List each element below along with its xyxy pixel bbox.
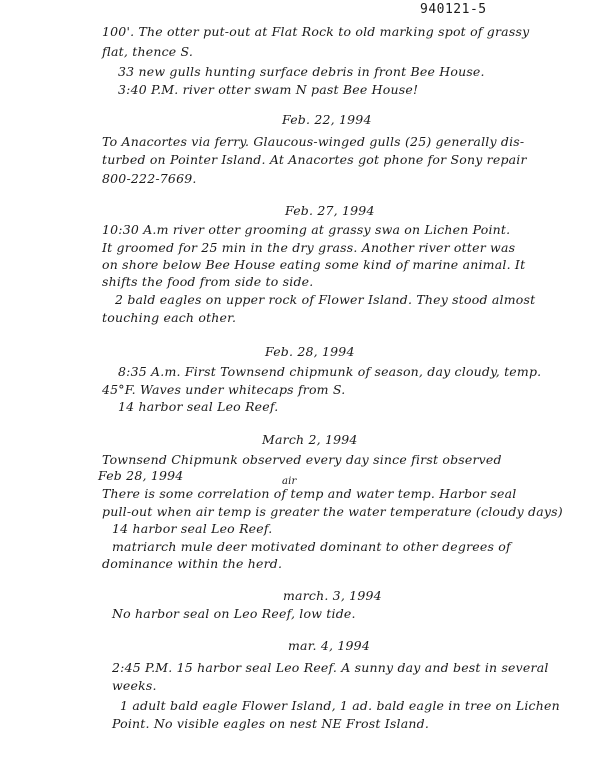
- note-line: 3:40 P.M. river otter swam N past Bee House!: [118, 82, 419, 97]
- note-line: dominance within the herd.: [102, 556, 283, 571]
- note-line: 10:30 A.m river otter grooming at grassy swa on Lichen Point.: [102, 222, 511, 237]
- note-line: It groomed for 25 min in the dry grass. Another river otter was: [102, 240, 516, 255]
- insertion-note: air: [282, 476, 297, 487]
- entry-date: Feb. 27, 1994: [285, 203, 375, 218]
- note-line: 2:45 P.M. 15 harbor seal Leo Reef. A sunny day and best in several: [112, 660, 549, 675]
- entry-date: march. 3, 1994: [283, 588, 382, 603]
- note-line: There is some correlation of temp and water temp. Harbor seal: [102, 486, 517, 501]
- note-line: Feb 28, 1994: [98, 468, 184, 483]
- note-line: flat, thence S.: [102, 44, 194, 59]
- note-line: 8:35 A.m. First Townsend chipmunk of season, day cloudy, temp.: [118, 364, 542, 379]
- note-line: 33 new gulls hunting surface debris in front Bee House.: [118, 64, 485, 79]
- note-line: turbed on Pointer Island. At Anacortes got phone for Sony repair: [102, 152, 527, 167]
- entry-date: Feb. 22, 1994: [282, 112, 372, 127]
- entry-date: Feb. 28, 1994: [265, 344, 355, 359]
- note-line: No harbor seal on Leo Reef, low tide.: [112, 606, 356, 621]
- note-line: Point. No visible eagles on nest NE Frost Island.: [112, 716, 430, 731]
- note-line: 45°F. Waves under whitecaps from S.: [102, 382, 346, 397]
- entry-date: March 2, 1994: [262, 432, 358, 447]
- note-line: Townsend Chipmunk observed every day since first observed: [102, 452, 502, 467]
- note-line: shifts the food from side to side.: [102, 274, 314, 289]
- note-line: 14 harbor seal Leo Reef.: [112, 521, 273, 536]
- note-line: 2 bald eagles on upper rock of Flower Island. They stood almost: [115, 292, 536, 307]
- note-line: 1 adult bald eagle Flower Island, 1 ad. bald eagle in tree on Lichen: [120, 698, 560, 713]
- note-line: 100'. The otter put-out at Flat Rock to old marking spot of grassy: [102, 24, 530, 39]
- note-line: 800-222-7669.: [102, 171, 197, 186]
- note-line: on shore below Bee House eating some kind of marine animal. It: [102, 257, 526, 272]
- note-line: 14 harbor seal Leo Reef.: [118, 399, 279, 414]
- note-line: touching each other.: [102, 310, 237, 325]
- document-id: 940121-5: [420, 2, 487, 17]
- note-line: weeks.: [112, 678, 157, 693]
- entry-date: mar. 4, 1994: [288, 638, 370, 653]
- note-line: pull-out when air temp is greater the water temperature (cloudy days): [102, 504, 563, 519]
- note-line: To Anacortes via ferry. Glaucous-winged gulls (25) generally dis-: [102, 134, 525, 149]
- note-line: matriarch mule deer motivated dominant to other degrees of: [112, 539, 511, 554]
